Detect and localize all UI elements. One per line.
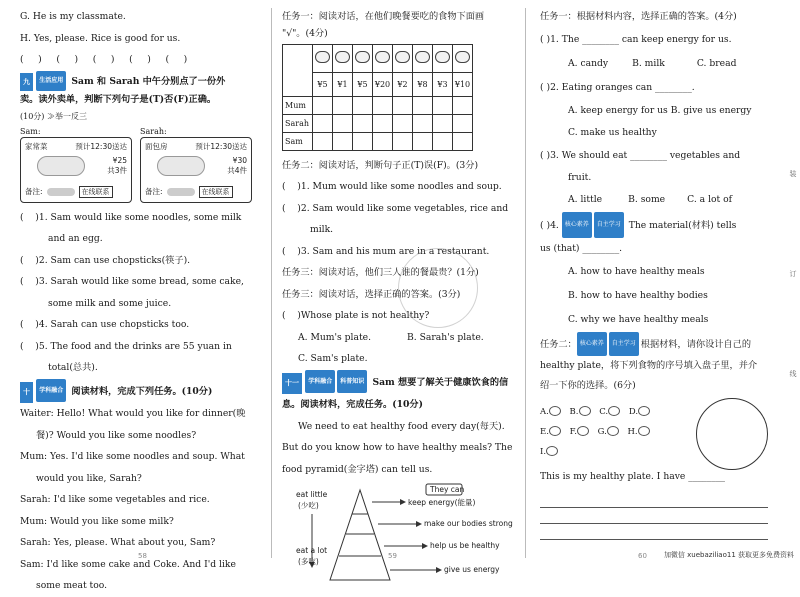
- dialog-2: Mum: Yes. I'd like some noodles and soup. What: [20, 451, 245, 462]
- q3-c: C. a lot of: [687, 193, 733, 205]
- answer-cell[interactable]: [453, 114, 473, 132]
- statement-4: ( )4. Sarah can use chopsticks too.: [20, 319, 190, 330]
- q11-title: Sam 想要了解关于健康饮食的信: [372, 376, 509, 388]
- page-number-60: 60: [638, 552, 647, 560]
- eat-lot-cn: (多吃): [298, 557, 319, 566]
- food-label: I.: [540, 446, 547, 457]
- menu-sam-time: 预计12:30送达: [75, 141, 127, 151]
- contact-button: 在线联系: [79, 186, 113, 198]
- option-a: A. Mum's plate.: [298, 331, 372, 343]
- q4-a: A. how to have healthy meals: [568, 265, 705, 277]
- menu-sarah-time: 预计12:30送达: [195, 141, 247, 151]
- pyramid-level-1-label: keep energy(能量): [408, 498, 476, 507]
- statement-3: ( )3. Sarah would like some bread, some cake,: [20, 276, 244, 287]
- food-icon: [549, 406, 561, 416]
- dialog-3: Sarah: I'd like some vegetables and rice.: [20, 494, 210, 505]
- page-number-58: 58: [138, 552, 147, 560]
- task4-question: ( )Whose plate is not healthy?: [282, 310, 430, 321]
- food-icon: [579, 406, 591, 416]
- answer-cell[interactable]: [313, 114, 333, 132]
- statement-1b: and an egg.: [48, 233, 103, 244]
- vegetables-icon: [335, 51, 350, 63]
- food-cell: [353, 44, 373, 72]
- price-cell: ¥10: [453, 72, 473, 96]
- food-icon: [608, 406, 620, 416]
- task1-title: 任务一：阅读对话，在他们晚餐要吃的食物下面画: [282, 11, 485, 22]
- q2-b: B. give us energy: [670, 104, 752, 116]
- food-image: [157, 156, 205, 176]
- task4-title: 任务三：阅读对话，选择正确的答案。(3分): [282, 288, 461, 300]
- menu-sarah-price: ¥30: [232, 155, 247, 165]
- cake-icon: [415, 51, 430, 63]
- task2-c: 绍一下你的选择。(6分): [540, 379, 636, 391]
- answer-cell[interactable]: [373, 96, 393, 114]
- answer-cell[interactable]: [353, 114, 373, 132]
- binding-mark: 线: [789, 370, 797, 377]
- dialog-6: Sam: I'd like some cake and Coke. And I'd like: [20, 558, 236, 570]
- q11-heading: [282, 370, 518, 395]
- q10-number: 十: [20, 382, 33, 404]
- answer-cell[interactable]: [413, 114, 433, 132]
- task2-q2: ( )2. Sam would like some vegetables, rice and: [282, 202, 509, 214]
- q9-number: 九: [20, 73, 33, 91]
- pyramid-level-4-label: give us energy: [444, 565, 500, 574]
- they-can-label: They can: [430, 485, 465, 494]
- food-cell: [313, 44, 333, 72]
- q4b: us (that) ________.: [540, 242, 623, 254]
- note-image: [167, 188, 195, 196]
- menu-sam-count: 共3件: [107, 165, 127, 175]
- task3-title: 任务三：阅读对话，他们三人谁的餐最贵？(1分): [282, 267, 479, 278]
- food-icon: [549, 426, 561, 436]
- q4-tag-2: 自主学习: [594, 212, 624, 238]
- menu-sarah-count: 共4件: [227, 165, 247, 175]
- food-cell: [413, 44, 433, 72]
- price-cell: ¥5: [313, 72, 333, 96]
- eat-little-label: eat little: [296, 490, 328, 499]
- row-label: Sarah: [283, 114, 313, 132]
- q4-tag: 核心素养: [562, 212, 592, 238]
- menu-sarah-card: [140, 137, 252, 203]
- answer-cell[interactable]: [393, 132, 413, 150]
- food-label: A.: [540, 406, 549, 417]
- menu-sam-card: [20, 137, 132, 203]
- option-c: C. Sam's plate.: [298, 353, 368, 364]
- answer-cell[interactable]: [353, 132, 373, 150]
- task4-options: [282, 327, 518, 349]
- food-icon: [546, 446, 558, 456]
- option-b: B. Sarah's plate.: [407, 331, 484, 343]
- q11-title-2: 息。阅读材料，完成任务。(10分): [282, 399, 423, 410]
- dialog-4: Mum: Would you like some milk?: [20, 515, 174, 527]
- food-label: G.: [597, 426, 607, 437]
- price-cell: ¥3: [433, 72, 453, 96]
- q4: [540, 212, 786, 238]
- task2-q3: ( )3. Sam and his mum are in a restaurant.: [282, 245, 490, 257]
- menu-sarah: [140, 127, 252, 203]
- note-image: [47, 188, 75, 196]
- binding-mark: 装: [789, 170, 797, 177]
- answer-cell[interactable]: [393, 96, 413, 114]
- q10-title: 阅读材料，完成下列任务。(10分): [71, 385, 213, 397]
- answer-cell[interactable]: [333, 114, 353, 132]
- row-label: Mum: [283, 96, 313, 114]
- q10-tag: 学科融合: [36, 379, 66, 403]
- task1-title: 任务一：根据材料内容，选择正确的答案。(4分): [540, 11, 737, 22]
- price-cell: ¥2: [393, 72, 413, 96]
- food-icon: [607, 426, 619, 436]
- q1-b: B. milk: [632, 57, 665, 69]
- pyramid-level-2-label: make our bodies strong: [424, 519, 513, 528]
- price-cell: ¥1: [333, 72, 353, 96]
- food-pyramid: [282, 484, 518, 584]
- menu-sarah-who: Sarah:: [140, 126, 167, 136]
- table-corner: [283, 44, 313, 96]
- task2-q2b: milk.: [310, 224, 334, 235]
- writing-line[interactable]: [540, 523, 768, 524]
- q10-heading: [20, 379, 266, 404]
- contact-button: 在线联系: [199, 186, 233, 198]
- eat-little-cn: (少吃): [298, 501, 319, 510]
- dialog-5: Sarah: Yes, please. What about you, Sam?: [20, 537, 216, 548]
- menu-sarah-shop: 面包房: [145, 141, 168, 151]
- q3b: fruit.: [568, 171, 592, 183]
- task2-heading: [540, 332, 786, 356]
- pyramid-level-3-label: help us be healthy: [430, 541, 500, 550]
- q9-tag: 生活应用: [36, 71, 66, 91]
- statement-1: ( )1. Sam would like some noodles, some milk: [20, 211, 242, 223]
- answer-cell[interactable]: [433, 96, 453, 114]
- task2-text: 根据材料，请你设计自己的: [640, 338, 752, 350]
- price-cell: ¥5: [353, 72, 373, 96]
- rice-icon: [395, 51, 410, 63]
- q9-title: Sam 和 Sarah 中午分别点了一份外: [71, 75, 226, 87]
- answer-cell[interactable]: [313, 132, 333, 150]
- menu-sarah-note: 备注:: [145, 187, 163, 196]
- answer-cell[interactable]: [453, 96, 473, 114]
- food-image: [37, 156, 85, 176]
- q11-tag-2: 科普知识: [337, 370, 367, 394]
- food-cell: [333, 44, 353, 72]
- q9-title-2: 卖。读外卖单，判断下列句子是(T)否(F)正确。: [20, 93, 217, 105]
- task2-tag-2: 自主学习: [609, 332, 639, 356]
- q11-tag: 学科融合: [305, 370, 335, 394]
- q1: ( )1. The ________ can keep energy for us.: [540, 33, 732, 45]
- answer-cell[interactable]: [373, 114, 393, 132]
- food-cell: [373, 44, 393, 72]
- dialog-6b: some meat too.: [36, 580, 108, 591]
- answer-cell[interactable]: [373, 132, 393, 150]
- task2-title: 任务二：阅读对话，判断句子正(T)误(F)。(3分): [282, 159, 479, 171]
- option-h: H. Yes, please. Rice is good for us.: [20, 32, 181, 44]
- answer-cell[interactable]: [313, 96, 333, 114]
- writing-line[interactable]: [540, 539, 768, 540]
- coke-icon: [455, 51, 470, 63]
- food-cell: [453, 44, 473, 72]
- milk-icon: [435, 51, 450, 63]
- task2-label: 任务二：: [540, 338, 577, 350]
- task2-tag: 核心素养: [577, 332, 607, 356]
- price-cell: ¥8: [413, 72, 433, 96]
- task2-q1: ( )1. Mum would like some noodles and soup.: [282, 181, 502, 192]
- q11-number: 十一: [282, 373, 302, 395]
- q4-text: The material(材料) tells: [628, 219, 737, 231]
- food-icon: [638, 426, 650, 436]
- food-label: C.: [599, 406, 609, 417]
- food-label: D.: [628, 406, 639, 417]
- writing-line[interactable]: [540, 507, 768, 508]
- menu-sam-note: 备注:: [25, 187, 43, 196]
- q3-options: [540, 188, 786, 212]
- row-label: Sam: [283, 132, 313, 150]
- answer-cell[interactable]: [453, 132, 473, 150]
- stamp-seal: [398, 248, 478, 328]
- binding-mark: 订: [789, 270, 797, 277]
- q9-heading: [20, 71, 266, 91]
- food-label: E.: [540, 426, 549, 437]
- answer-cell[interactable]: [353, 96, 373, 114]
- food-label: F.: [569, 426, 577, 437]
- menu-sam-who: Sam:: [20, 126, 41, 136]
- dialog-1b: 餐)? Would you like some noodles?: [36, 429, 197, 441]
- food-label: B.: [569, 406, 579, 417]
- dialog-1: Waiter: Hello! What would you like for dinner(晚: [20, 408, 246, 419]
- q2-options: [540, 100, 786, 122]
- answer-cell[interactable]: [333, 132, 353, 150]
- paragraph-1: We need to eat healthy food every day(每天).: [298, 420, 505, 432]
- q4-c: C. why we have healthy meals: [568, 313, 709, 325]
- meat-icon: [375, 51, 390, 63]
- food-cell: [393, 44, 413, 72]
- statement-5b: total(总共).: [48, 362, 98, 373]
- sentence: This is my healthy plate. I have ________: [540, 470, 726, 482]
- answer-cell[interactable]: [433, 132, 453, 150]
- answer-cell[interactable]: [393, 114, 413, 132]
- q3-b: B. some: [628, 193, 666, 205]
- q2: ( )2. Eating oranges can ________.: [540, 81, 695, 93]
- food-icon: [638, 406, 650, 416]
- q3-a: A. little: [568, 193, 603, 205]
- task2-b: healthy plate，将下列食物的序号填入盘子里，并介: [540, 359, 758, 371]
- page-number-59: 59: [388, 552, 397, 560]
- eat-lot-label: eat a lot: [296, 546, 328, 555]
- food-label: H.: [627, 426, 638, 437]
- q4-number: ( )4.: [540, 219, 559, 231]
- q2-a: A. keep energy for us: [568, 104, 668, 116]
- q1-a: A. candy: [568, 57, 609, 69]
- paragraph-3: food pyramid(金字塔) can tell us.: [282, 463, 433, 475]
- q1-options: [540, 52, 786, 76]
- option-g: G. He is my classmate.: [20, 11, 126, 22]
- dialog-2b: would you like, Sarah?: [36, 472, 142, 484]
- dinner-table: [282, 44, 473, 151]
- answer-cell[interactable]: [413, 96, 433, 114]
- answer-cell[interactable]: [433, 114, 453, 132]
- statement-5: ( )5. The food and the drinks are 55 yuan in: [20, 340, 232, 352]
- answer-cell[interactable]: [413, 132, 433, 150]
- answer-blanks: ( ) ( ) ( ) ( ) ( ): [20, 54, 188, 65]
- menu-sam-shop: 家常菜: [25, 141, 48, 151]
- order-menus: [20, 127, 266, 203]
- answer-cell[interactable]: [333, 96, 353, 114]
- noodles-icon: [315, 51, 330, 63]
- q3: ( )3. We should eat ________ vegetables and: [540, 149, 741, 161]
- healthy-plate[interactable]: [696, 398, 768, 470]
- q2-c: C. make us healthy: [568, 126, 657, 138]
- statement-3b: some milk and some juice.: [48, 297, 172, 309]
- q1-c: C. bread: [696, 57, 737, 69]
- watermark-text: 加微信 xuebaziliao11 获取更多免费资料: [663, 551, 794, 559]
- q9-score: (10分) ≫举一反三: [20, 111, 87, 121]
- page-60: [526, 0, 800, 566]
- price-cell: ¥20: [373, 72, 393, 96]
- page-58: [0, 0, 272, 591]
- statement-2: ( )2. Sam can use chopsticks(筷子).: [20, 254, 191, 266]
- q4-b: B. how to have healthy bodies: [568, 289, 708, 301]
- food-icon: [577, 426, 589, 436]
- food-cell: [433, 44, 453, 72]
- menu-sam-price: ¥25: [112, 155, 127, 165]
- task1-title-b: "√"。(4分): [282, 27, 328, 39]
- paragraph-2: But do you know how to have healthy meals? The: [282, 442, 513, 453]
- soup-icon: [355, 51, 370, 63]
- menu-sam: [20, 127, 132, 203]
